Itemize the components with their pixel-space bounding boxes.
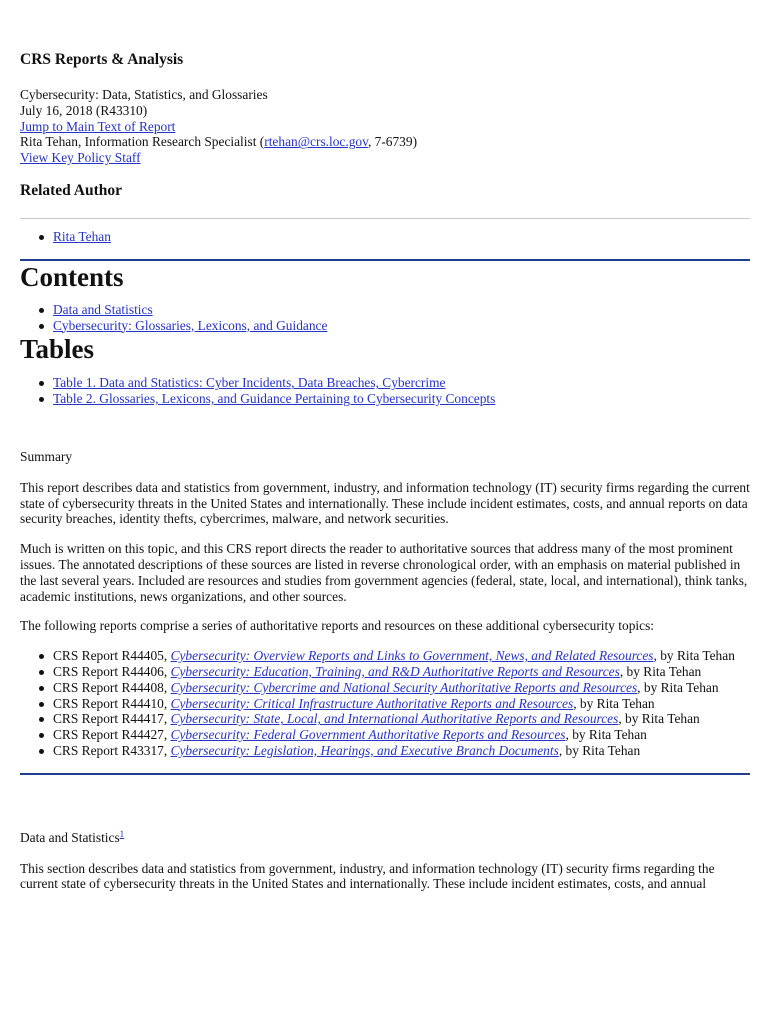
list-item: [53, 375, 750, 391]
report-author: , by Rita Tehan: [618, 711, 700, 727]
report-number: CRS Report R44417,: [53, 711, 171, 727]
list-item: [53, 664, 750, 680]
report-link[interactable]: Cybersecurity: Cybercrime and National Security Authoritative Reports and Resources: [170, 679, 638, 695]
author-phone: , 7-6739): [367, 134, 418, 150]
report-title: Cybersecurity: Data, Statistics, and Glossaries: [20, 87, 268, 102]
report-number: CRS Report R44406,: [53, 663, 171, 679]
report-number: CRS Report R43317,: [53, 742, 171, 758]
report-author: , by Rita Tehan: [653, 648, 735, 664]
author-name: Rita Tehan, Information Research Specialist (: [20, 134, 265, 150]
jump-to-main-link[interactable]: Jump to Main Text of Report: [20, 118, 176, 134]
related-author-heading: Related Author: [20, 181, 123, 199]
related-author-list: [20, 229, 750, 245]
data-statistics-paragraph: This section describes data and statistics from government, industry, and information technology (IT) security firms regarding the current state of cybersecurity threats in the United States and internationally. These include incident estimates, costs, and annual: [20, 860, 715, 892]
author-email-link[interactable]: rtehan@crs.loc.gov: [264, 134, 368, 150]
divider-thin: [20, 218, 750, 219]
list-item: [53, 680, 750, 696]
policy-staff-link[interactable]: View Key Policy Staff: [20, 150, 141, 166]
contents-link-data-statistics[interactable]: Data and Statistics: [53, 301, 153, 317]
related-reports-list: [20, 648, 750, 759]
report-number: CRS Report R44410,: [53, 695, 171, 711]
contents-list: [20, 302, 750, 334]
report-author: , by Rita Tehan: [558, 742, 641, 758]
summary-label: Summary: [20, 448, 73, 464]
section-title: Data and Statistics: [20, 829, 120, 845]
report-number: CRS Report R44405,: [53, 648, 171, 664]
table-link-2[interactable]: Table 2. Glossaries, Lexicons, and Guidance Pertaining to Cybersecurity Concepts: [53, 391, 496, 407]
list-item: [53, 318, 750, 334]
report-author: , by Rita Tehan: [637, 679, 719, 695]
list-item: [53, 391, 750, 407]
report-author: , by Rita Tehan: [573, 695, 655, 711]
tables-heading: Tables: [20, 334, 95, 365]
data-statistics-heading: [20, 830, 750, 846]
summary-paragraph-2: Much is written on this topic, and this CRS report directs the reader to authoritative sources that address many of the most prominent issues. The annotated descriptions of these sources are listed in reverse chronological order, with an emphasis on material published in the last several years. Included are resources and studies from government agencies (federal, state, local, and international), think tanks, academic institutions, news organizations, and other sources.: [20, 541, 748, 604]
site-title: CRS Reports & Analysis: [20, 51, 184, 68]
footnote-link[interactable]: 1: [119, 828, 125, 839]
report-author: , by Rita Tehan: [565, 727, 647, 743]
report-link[interactable]: Cybersecurity: State, Local, and International Authoritative Reports and Resources: [170, 711, 619, 727]
tables-list: [20, 375, 750, 407]
report-date: July 16, 2018 (R43310): [20, 102, 148, 118]
author-line: [20, 134, 750, 150]
report-link[interactable]: Cybersecurity: Critical Infrastructure Authoritative Reports and Resources: [170, 695, 574, 711]
report-link[interactable]: Cybersecurity: Legislation, Hearings, and Executive Branch Documents: [170, 742, 559, 758]
contents-heading: Contents: [20, 261, 124, 292]
report-link[interactable]: Cybersecurity: Overview Reports and Links to Government, News, and Related Resources: [170, 648, 654, 664]
list-item: [53, 696, 750, 712]
report-number: CRS Report R44427,: [53, 727, 171, 743]
list-item: [53, 648, 750, 664]
report-link[interactable]: Cybersecurity: Education, Training, and R&D Authoritative Reports and Resources: [170, 663, 620, 679]
report-number: CRS Report R44408,: [53, 679, 171, 695]
list-item: [53, 743, 750, 759]
table-link-1[interactable]: Table 1. Data and Statistics: Cyber Incidents, Data Breaches, Cybercrime: [53, 375, 446, 391]
report-link[interactable]: Cybersecurity: Federal Government Authoritative Reports and Resources: [170, 727, 566, 743]
summary-paragraph-3: The following reports comprise a series of authoritative reports and resources on these additional cybersecurity topics:: [20, 618, 654, 634]
related-author-link[interactable]: Rita Tehan: [53, 228, 111, 244]
report-author: , by Rita Tehan: [619, 663, 702, 679]
list-item: [53, 302, 750, 318]
list-item: [53, 229, 750, 245]
list-item: [53, 711, 750, 727]
contents-link-glossaries[interactable]: Cybersecurity: Glossaries, Lexicons, and Guidance: [53, 317, 328, 333]
report-meta: [20, 87, 750, 166]
summary-paragraph-1: This report describes data and statistics from government, industry, and information technology (IT) security firms regarding the current state of cybersecurity threats in the United States and internationally. These include incident estimates, costs, and annual reports on data security breaches, identity thefts, cybercrimes, malware, and network securities.: [20, 479, 750, 527]
list-item: [53, 727, 750, 743]
divider-thick: [20, 773, 750, 775]
